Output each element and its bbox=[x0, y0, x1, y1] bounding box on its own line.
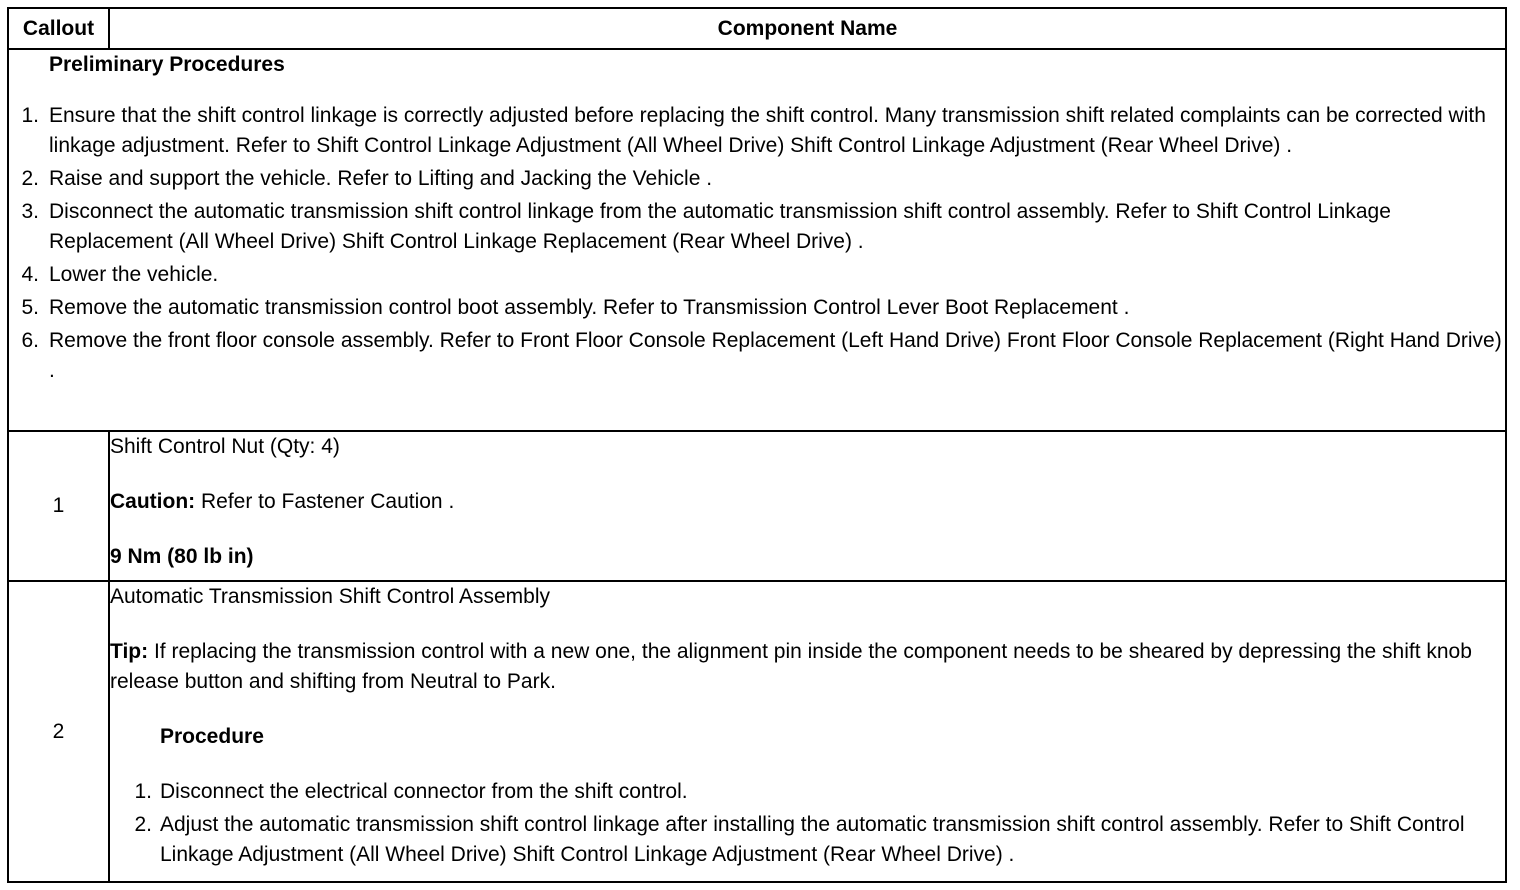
step-number: 1. bbox=[134, 780, 152, 803]
step-number: 2. bbox=[21, 167, 39, 190]
caution-text: Refer to Fastener Caution . bbox=[195, 490, 455, 513]
preliminary-steps bbox=[9, 101, 1505, 386]
step-text: Remove the front floor console assembly. Refer to Front Floor Console Replacement (Left Hand Drive) Front Floor Console Replacement (Right Hand Drive) . bbox=[49, 329, 1502, 382]
step-number: 4. bbox=[21, 263, 39, 286]
preliminary-row bbox=[8, 49, 1506, 431]
list-item bbox=[9, 326, 1505, 386]
step-text: Ensure that the shift control linkage is correctly adjusted before replacing the shift control. Many transmission shift related complaints can be corrected with linkage adjustment. Refer to Shift Control Linkage Adjustment (All Wheel Drive) Shift Control Linkage Adjustment (Rear Wheel Drive) . bbox=[49, 104, 1486, 157]
component-cell bbox=[109, 431, 1506, 581]
table-row bbox=[8, 431, 1506, 581]
caution-label: Caution: bbox=[110, 490, 196, 513]
preliminary-cell bbox=[8, 49, 1506, 431]
list-item bbox=[9, 101, 1505, 161]
tip-note bbox=[110, 637, 1505, 697]
component-table bbox=[7, 7, 1507, 883]
step-text: Lower the vehicle. bbox=[49, 263, 219, 286]
procedure-block bbox=[124, 722, 1505, 870]
list-item bbox=[124, 810, 1505, 870]
step-number: 2. bbox=[134, 813, 152, 836]
list-item bbox=[9, 293, 1505, 323]
step-text: Remove the automatic transmission control boot assembly. Refer to Transmission Control Lever Boot Replacement . bbox=[49, 296, 1130, 319]
callout-cell: 1 bbox=[8, 431, 109, 581]
torque-value: 9 Nm (80 lb in) bbox=[110, 545, 254, 568]
step-number: 5. bbox=[21, 296, 39, 319]
table-row bbox=[8, 581, 1506, 882]
step-number: 6. bbox=[21, 329, 39, 352]
component-name: Shift Control Nut (Qty: 4) bbox=[110, 435, 340, 458]
list-item bbox=[9, 260, 1505, 290]
step-text: Disconnect the automatic transmission shift control linkage from the automatic transmission shift control assembly. Refer to Shift Control Linkage Replacement (All Wheel Drive) Shift Control Linkage Replacement (Rear Wheel Drive) . bbox=[49, 200, 1391, 253]
procedure-title: Procedure bbox=[160, 725, 264, 748]
procedure-steps bbox=[124, 777, 1505, 870]
step-text: Raise and support the vehicle. Refer to Lifting and Jacking the Vehicle . bbox=[49, 167, 713, 190]
step-number: 1. bbox=[21, 104, 39, 127]
step-text: Disconnect the electrical connector from the shift control. bbox=[160, 780, 688, 803]
step-number: 3. bbox=[21, 200, 39, 223]
tip-text: If replacing the transmission control with a new one, the alignment pin inside the component needs to be sheared by depressing the shift knob release button and shifting from Neutral to Park. bbox=[110, 640, 1472, 693]
component-name: Automatic Transmission Shift Control Assembly bbox=[110, 585, 550, 608]
callout-cell: 2 bbox=[8, 581, 109, 882]
list-item bbox=[124, 777, 1505, 807]
header-callout: Callout bbox=[8, 8, 109, 49]
caution-note bbox=[110, 487, 1505, 517]
preliminary-title: Preliminary Procedures bbox=[49, 53, 285, 76]
list-item bbox=[9, 164, 1505, 194]
torque-spec bbox=[110, 542, 1505, 572]
step-text: Adjust the automatic transmission shift control linkage after installing the automatic transmission shift control assembly. Refer to Shift Control Linkage Adjustment (All Wheel Drive) Shift Control Linkage Adjustment (Rear Wheel Drive) . bbox=[160, 813, 1465, 866]
header-component-name: Component Name bbox=[109, 8, 1506, 49]
tip-label: Tip: bbox=[110, 640, 149, 663]
list-item bbox=[9, 197, 1505, 257]
component-cell bbox=[109, 581, 1506, 882]
table-header-row bbox=[8, 8, 1506, 49]
